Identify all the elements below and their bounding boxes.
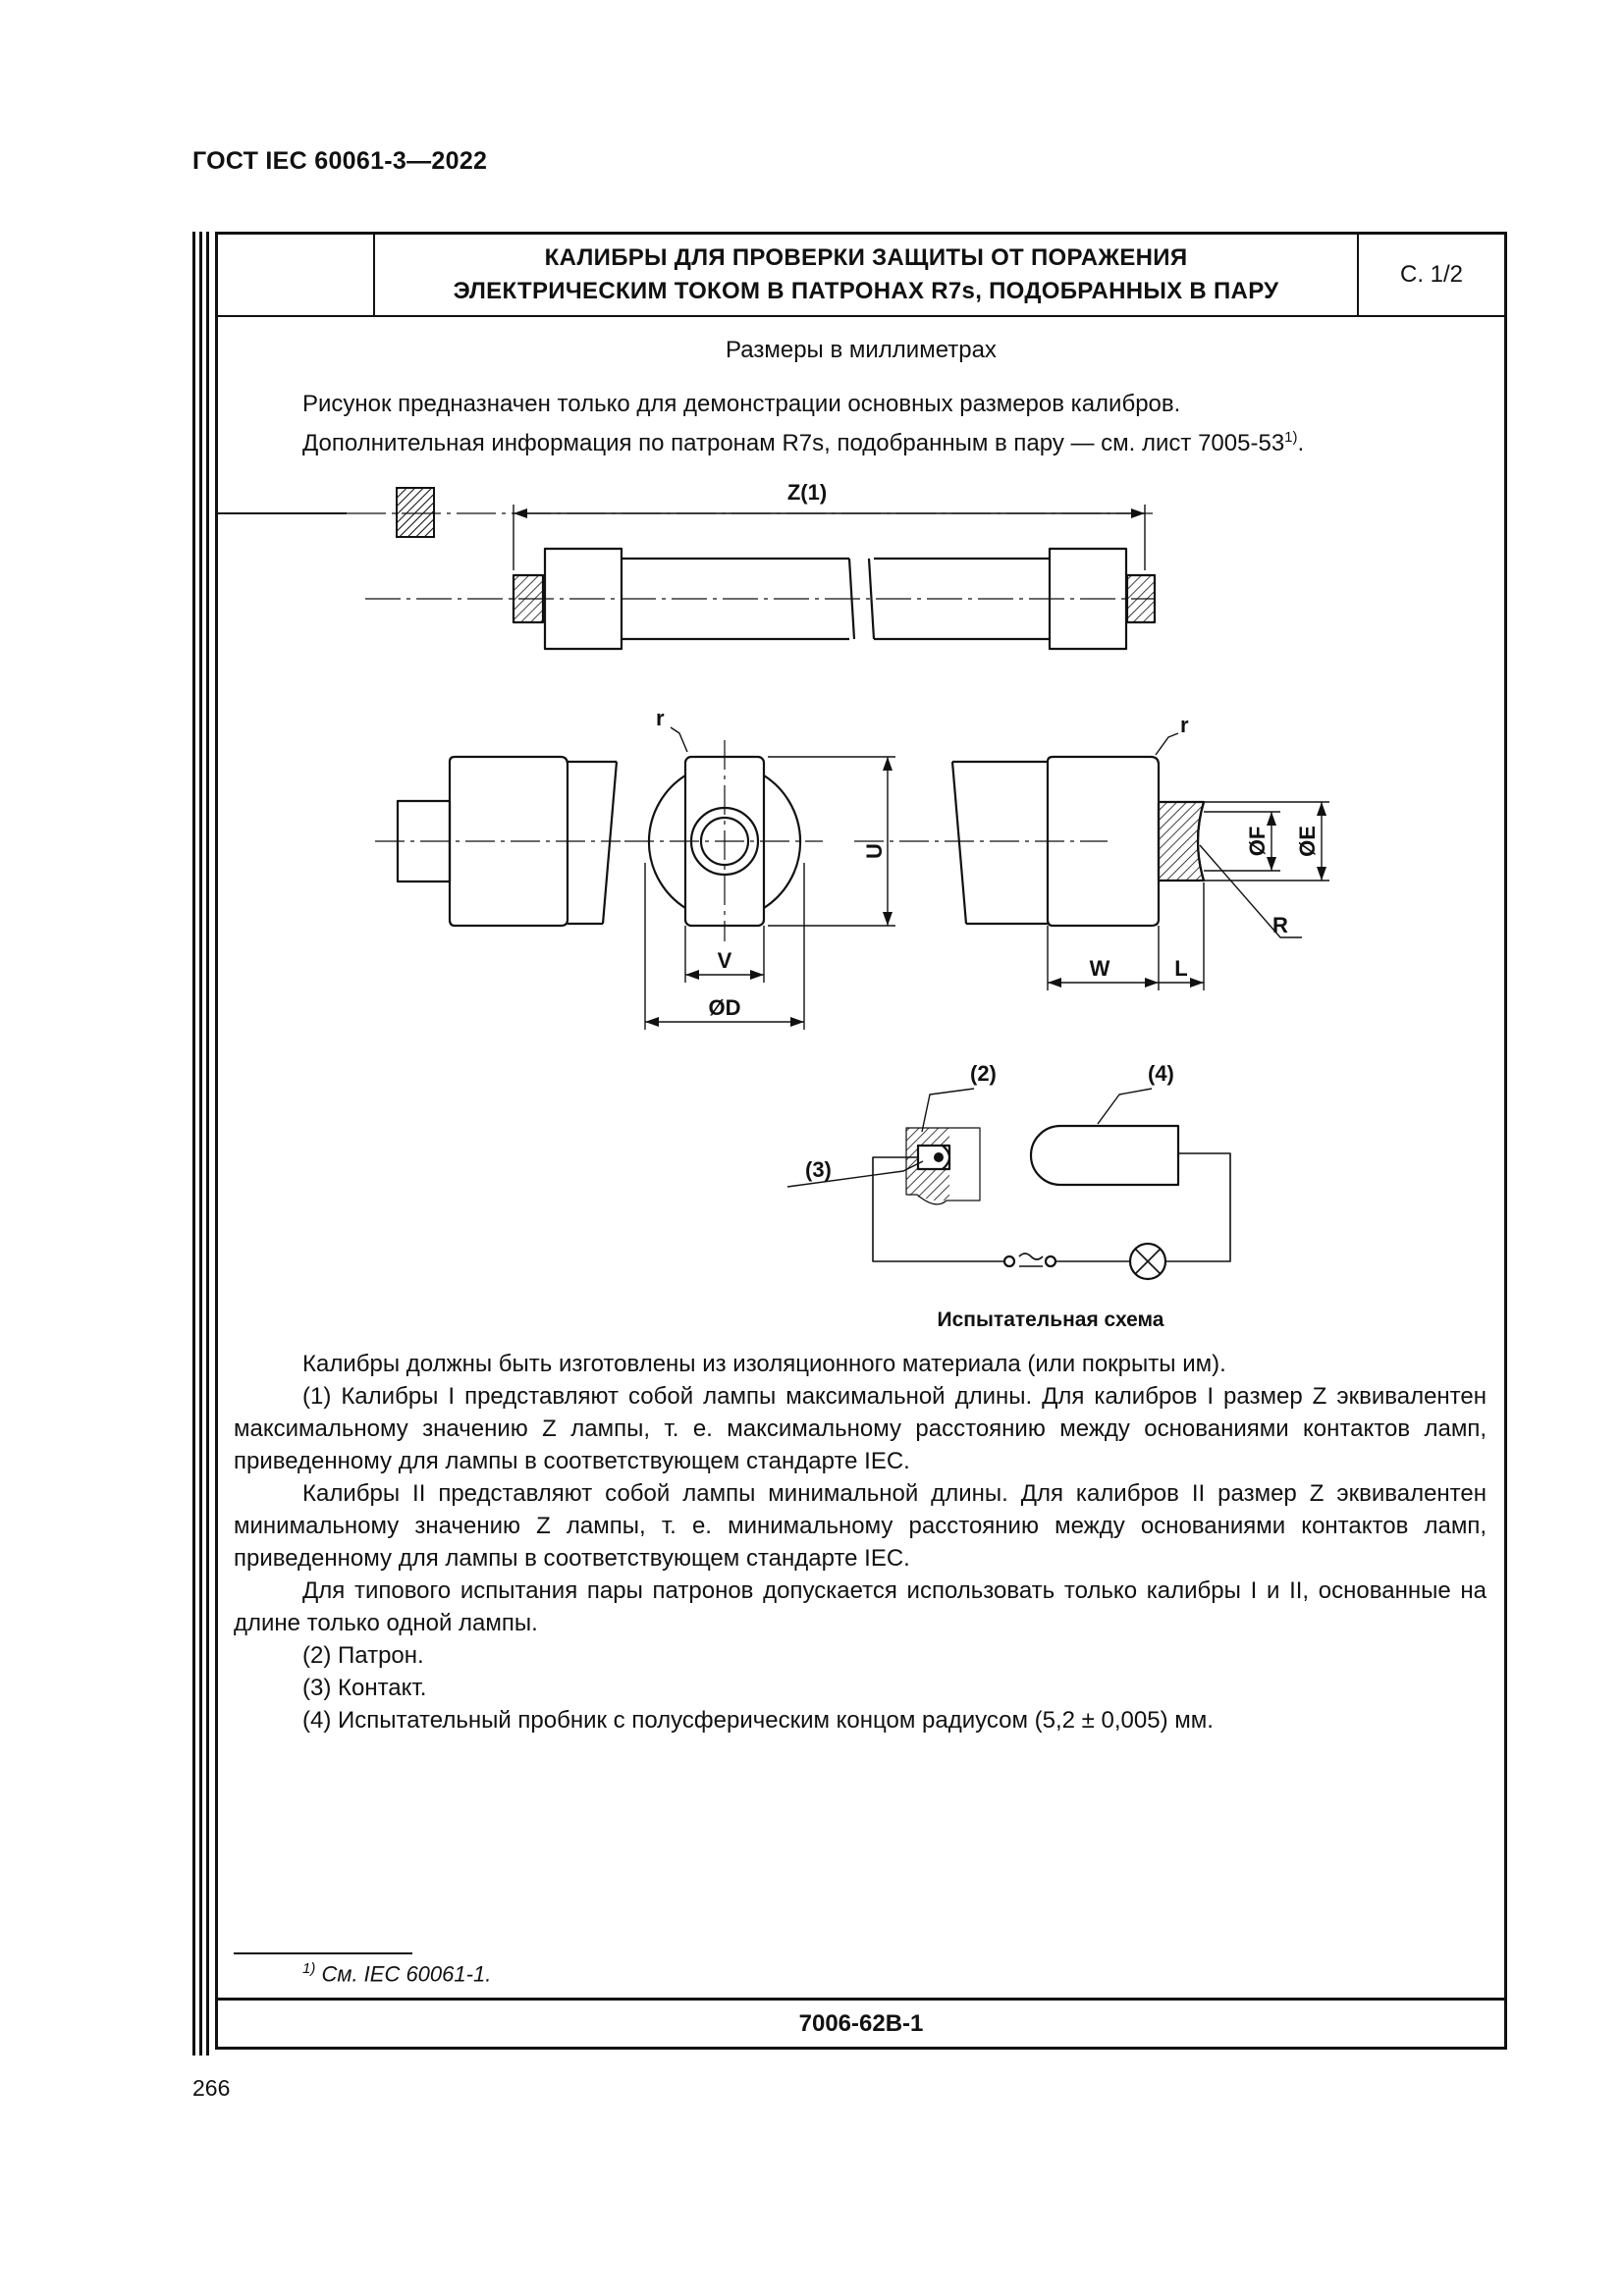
label-r-right: r	[1180, 713, 1189, 737]
paragraph-2: (1) Калибры I представляют собой лампы максимальной длины. Для калибров I размер Z эквивалентен максимальному значению Z лампы, т. е. максимальному расстоянию между основаниями контактов ламп, приведенному для лампы в соответствующем стандарте IEC.	[234, 1383, 1487, 1474]
paragraph-7: (4) Испытательный пробник с полусферическим концом радиусом (5,2 ± 0,005) мм.	[302, 1707, 1214, 1734]
test-circuit	[787, 1089, 1230, 1279]
circuit-caption: Испытательная схема	[937, 1308, 1164, 1331]
paragraph-5: (2) Патрон.	[302, 1642, 424, 1669]
label-w: W	[1089, 956, 1110, 981]
label-radius: R	[1272, 913, 1288, 937]
label-e: ØE	[1295, 826, 1320, 857]
sheet-title-line-1: КАЛИБРЫ ДЛЯ ПРОВЕРКИ ЗАЩИТЫ ОТ ПОРАЖЕНИЯ	[544, 244, 1188, 271]
body-text	[234, 1348, 1487, 1736]
binding-bar-3	[206, 232, 209, 2056]
intro-footnote-mark: 1)	[1284, 429, 1298, 446]
units-note: Размеры в миллиметрах	[726, 337, 997, 363]
gauge-side-view-right	[854, 733, 1329, 990]
footnote-text: См. IEC 60061-1.	[321, 1961, 492, 1987]
label-l: L	[1174, 956, 1188, 981]
paragraph-4: Для типового испытания пары патронов допускается использовать только калибры I и II, основанные на длине только одной лампы.	[234, 1577, 1487, 1636]
gauge-front-view	[624, 727, 895, 1030]
sheet-page-label: С. 1/2	[1357, 235, 1504, 317]
label-r-left: r	[656, 706, 665, 730]
label-v: V	[717, 948, 732, 973]
label-z: Z(1)	[786, 480, 828, 505]
binding-bar-2	[199, 232, 202, 2056]
intro-line-2-text: Дополнительная информация по патронам R7s, подобранным в пару — см. лист 7005-53	[302, 430, 1285, 456]
sheet-title-line-2: ЭЛЕКТРИЧЕСКИМ ТОКОМ В ПАТРОНАХ R7s, ПОДОБРАННЫХ В ПАРУ	[453, 278, 1279, 304]
label-f: ØF	[1245, 826, 1270, 857]
gauge-drawing-main	[218, 235, 1504, 1344]
binding-bar-1	[192, 232, 195, 2056]
label-d: ØD	[708, 995, 741, 1020]
label-callout-4: (4)	[1148, 1061, 1174, 1086]
label-callout-3: (3)	[805, 1157, 832, 1182]
paragraph-1: Калибры должны быть изготовлены из изоляционного материала (или покрыты им).	[302, 1351, 1226, 1377]
intro-line-2: Дополнительная информация по патронам R7s, подобранным в пару — см. лист 7005-53$^{1)}$.	[302, 429, 1305, 456]
sheet-frame	[215, 232, 1507, 2050]
gauge-full-view	[365, 505, 1155, 649]
gauge-end-view-left	[375, 757, 621, 926]
footnote-mark: 1)	[302, 1960, 316, 1977]
paragraph-6: (3) Контакт.	[302, 1675, 427, 1701]
paragraph-3: Калибры II представляют собой лампы минимальной длины. Для калибров II размер Z эквивалентен минимальному значению Z лампы, т. е. минимальному расстоянию между основаниями контактов ламп, приведенному для лампы в соответствующем стандарте IEC.	[234, 1480, 1487, 1572]
footnote	[302, 1960, 491, 1987]
footnote-rule	[234, 1952, 412, 1954]
document-code: ГОСТ IEC 60061-3—2022	[192, 147, 488, 175]
label-u: U	[862, 843, 887, 859]
label-callout-2: (2)	[970, 1061, 997, 1086]
sheet-number: 7006-62B-1	[218, 1998, 1504, 2047]
intro-line-1: Рисунок предназначен только для демонстрации основных размеров калибров.	[302, 391, 1181, 417]
page-number: 266	[192, 2075, 231, 2101]
